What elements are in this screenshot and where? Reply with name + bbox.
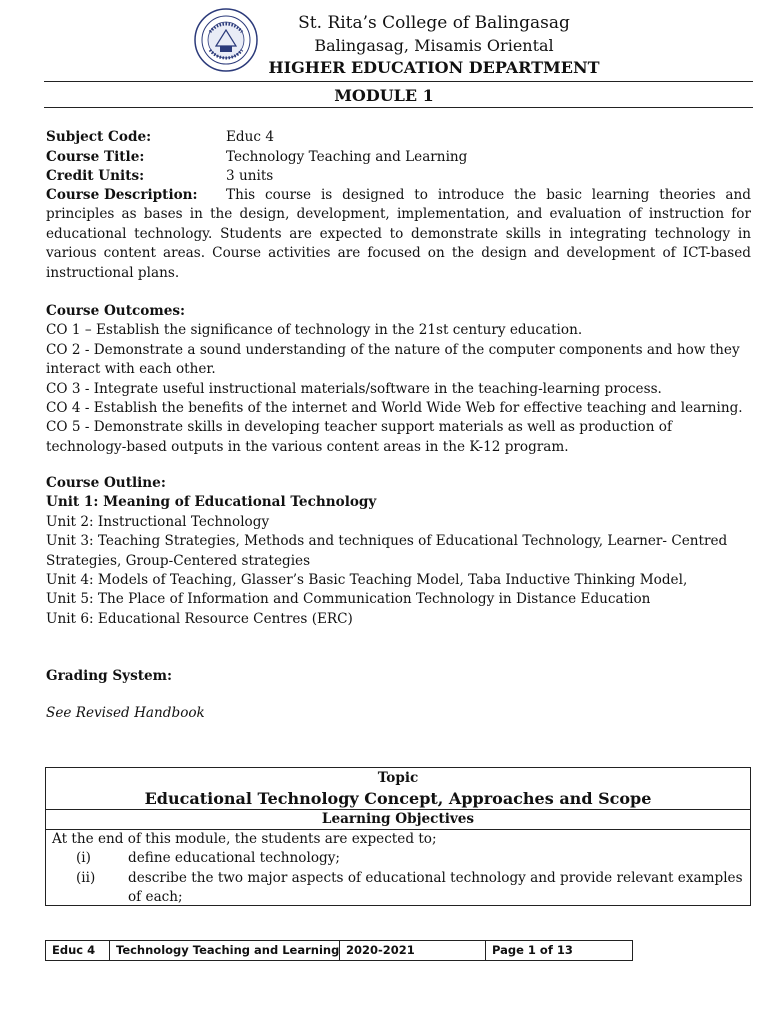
objective-number: (ii) xyxy=(76,869,96,886)
outline-unit: Unit 2: Instructional Technology xyxy=(46,513,270,530)
course-title-value: Technology Teaching and Learning xyxy=(226,149,468,165)
outcome-item: CO 3 - Integrate useful instructional materials/software in the teaching-learning process. xyxy=(46,380,662,397)
college-location: Balingasag, Misamis Oriental xyxy=(314,36,554,55)
objective-number: (i) xyxy=(76,850,91,867)
footer-course-code: Educ 4 xyxy=(46,941,110,960)
college-name: St. Rita’s College of Balingasag xyxy=(298,13,570,33)
objectives-intro: At the end of this module, the students are expected to; xyxy=(52,831,437,847)
outcome-item: CO 5 - Demonstrate skills in developing teacher support materials as well as production of technology-based outputs in the various content areas in the K-12 program. xyxy=(46,419,672,455)
topic-title: Educational Technology Concept, Approaches and Scope xyxy=(144,789,652,808)
course-outline-section xyxy=(46,474,751,629)
header-divider-bottom xyxy=(44,107,753,108)
course-description-label: Course Description: xyxy=(46,187,198,203)
outline-unit: Unit 1: Meaning of Educational Technology xyxy=(46,494,377,511)
objective-item xyxy=(54,849,744,868)
outline-unit: Unit 4: Models of Teaching, Glasser’s Basic Teaching Model, Taba Inductive Thinking Model, xyxy=(46,572,688,589)
learning-objectives-label: Learning Objectives xyxy=(321,811,475,827)
outcome-item: CO 1 – Establish the significance of technology in the 21st century education. xyxy=(46,322,583,339)
course-outcomes-section xyxy=(46,302,751,457)
objective-item xyxy=(54,869,744,908)
outline-unit: Unit 5: The Place of Information and Communication Technology in Distance Education xyxy=(46,591,651,608)
grading-system-heading: Grading System: xyxy=(46,668,173,684)
footer-course-title: Technology Teaching and Learning xyxy=(110,941,340,960)
topic-table xyxy=(45,767,751,906)
course-title-label: Course Title: xyxy=(46,149,145,165)
outcome-item: CO 4 - Establish the benefits of the internet and World Wide Web for effective teaching and learning. xyxy=(46,400,743,417)
footer-school-year: 2020-2021 xyxy=(340,941,486,960)
course-outline-heading: Course Outline: xyxy=(46,475,166,491)
credit-units-label: Credit Units: xyxy=(46,168,145,184)
objective-text: define educational technology; xyxy=(128,850,340,867)
outcome-item: CO 2 - Demonstrate a sound understanding of the nature of the computer components and how they interact with each other. xyxy=(46,341,740,378)
course-description-text: This course is designed to introduce the basic learning theories and principles as bases in the design, development, implementation, and evaluation of instruction for educational technology. Students are expected to demonstrate skills in integrating technology in various content areas. Course activities are focused on the design and development of ICT-based instructional plans. xyxy=(46,187,751,281)
objective-text: describe the two major aspects of educational technology and provide relevant examples of each; xyxy=(128,869,743,906)
header-divider-top xyxy=(44,81,753,82)
footer-page-number: Page 1 of 13 xyxy=(492,943,573,957)
credit-units-value: 3 units xyxy=(226,168,274,184)
department-name: HIGHER EDUCATION DEPARTMENT xyxy=(268,58,600,76)
subject-code-label: Subject Code: xyxy=(46,129,152,145)
subject-code-value: Educ 4 xyxy=(226,129,274,145)
course-outcomes-heading: Course Outcomes: xyxy=(46,303,186,319)
grading-system-note: See Revised Handbook xyxy=(46,705,205,721)
topic-label: Topic xyxy=(377,770,419,786)
outline-unit: Unit 6: Educational Resource Centres (ERC) xyxy=(46,610,353,627)
outline-unit: Unit 3: Teaching Strategies, Methods and techniques of Educational Technology, Learner- Centred Strategies, Group-Centered strategies xyxy=(46,533,728,569)
course-description xyxy=(46,186,751,283)
module-title: MODULE 1 xyxy=(334,86,434,105)
page-footer xyxy=(45,940,633,961)
learning-objectives-list xyxy=(54,830,744,908)
